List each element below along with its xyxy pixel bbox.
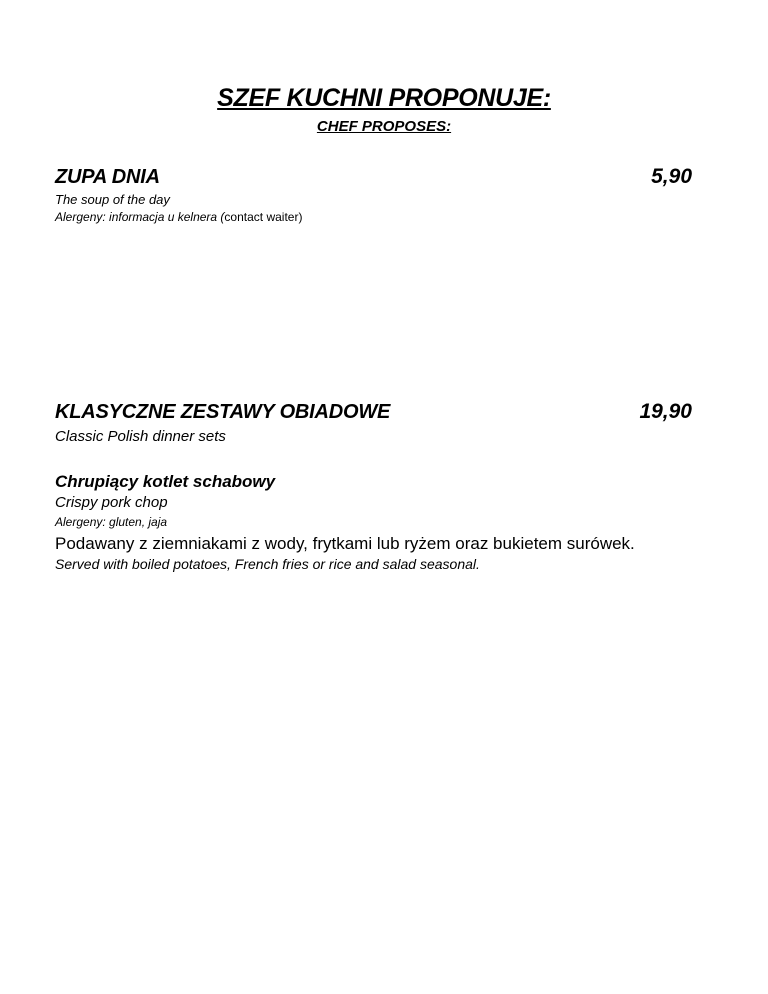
soup-allergens-en: contact waiter)	[224, 210, 303, 224]
soup-name: ZUPA DNIA	[55, 166, 160, 188]
dinner-sets-name: KLASYCZNE ZESTAWY OBIADOWE	[55, 401, 391, 423]
pork-chop-allergens: Alergeny: gluten, jaja	[55, 515, 168, 529]
dinner-sets-name-en: Classic Polish dinner sets	[55, 428, 226, 445]
menu-title: SZEF KUCHNI PROPONUJE:	[217, 84, 551, 112]
pork-chop-name: Chrupiący kotlet schabowy	[55, 472, 276, 491]
menu-subtitle: CHEF PROPOSES:	[316, 118, 452, 135]
pork-chop-description-pl: Podawany z ziemniakami z wody, frytkami lub ryżem oraz bukietem surówek.	[55, 534, 635, 553]
soup-name-en: The soup of the day	[55, 192, 170, 207]
soup-price: 5,90	[651, 165, 692, 188]
soup-allergens-label: Alergeny: informacja u kelnera (	[55, 210, 225, 224]
dinner-sets-price: 19,90	[639, 400, 692, 423]
pork-chop-name-en: Crispy pork chop	[55, 494, 168, 511]
soup-allergens	[55, 210, 302, 224]
pork-chop-description-en: Served with boiled potatoes, French fries or rice and salad seasonal.	[55, 556, 480, 572]
